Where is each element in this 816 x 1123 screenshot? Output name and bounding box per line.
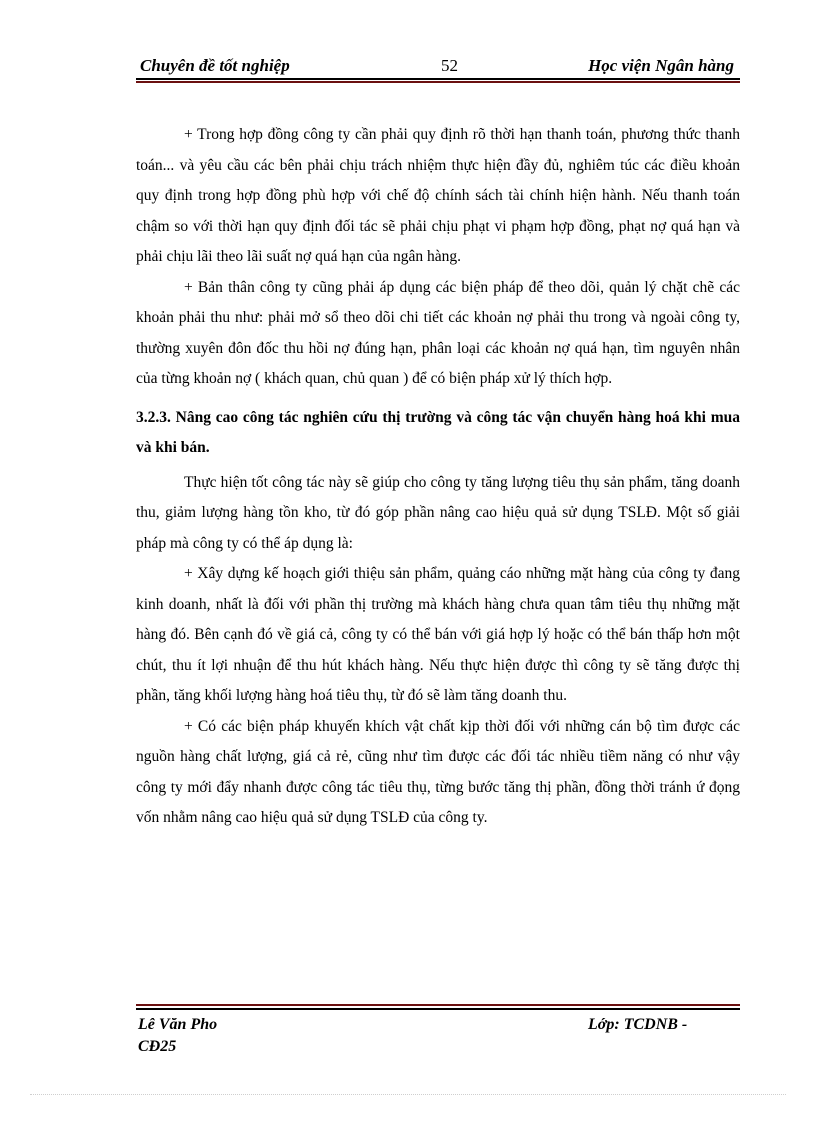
paragraph-advertising-plan: + Xây dựng kế hoạch giới thiệu sản phẩm, quảng cáo những mặt hàng của công ty đang kinh doanh, nhất là đối với phần thị trường mà khách hàng chưa quan tâm tiêu thụ những mặt hàng đó. Bên cạnh đó về giá cả, công ty có thể bán với giá hợp lý hoặc có thể bán thấp hơn một chút, thu ít lợi nhuận để thu hút khách hàng. Nếu thực hiện được thì công ty sẽ tăng được thị phần, tăng khối lượng hàng hoá tiêu thụ, từ đó sẽ làm tăng doanh thu. (136, 565, 740, 704)
header-page-number: 52 (441, 56, 458, 75)
header-rule-secondary (136, 81, 740, 83)
header-institution: Học viện Ngân hàng (588, 56, 734, 75)
footer-author-class-code: CĐ25 (138, 1038, 177, 1055)
header-rule (136, 78, 740, 80)
footer-author (138, 1014, 338, 1058)
page-bottom-dotted-line (30, 1094, 786, 1095)
footer-rule (136, 1004, 740, 1006)
page-body (136, 120, 740, 834)
footer-author-name: Lê Văn Pho (138, 1016, 218, 1033)
footer-class-label: Lớp: TCDNB - (588, 1016, 688, 1033)
header-document-type: Chuyên đề tốt nghiệp (140, 56, 290, 75)
paragraph-incentives: + Có các biện pháp khuyến khích vật chất kịp thời đối với những cán bộ tìm được các nguồn hàng chất lượng, giá cả rẻ, cũng như tìm được các đối tác nhiều tiềm năng có như vậy công ty mới đẩy nhanh được công tác tiêu thụ, từng bước tăng thị phần, đồng thời tránh ứ đọng vốn nhằm nâng cao hiệu quả sử dụng TSLĐ của công ty. (136, 717, 740, 826)
paragraph-receivables-management: + Bản thân công ty cũng phải áp dụng các biện pháp để theo dõi, quản lý chặt chẽ các khoản phải thu như: phải mở sổ theo dõi chi tiết các khoản nợ phải thu trong và ngoài công ty, thường xuyên đôn đốc thu hồi nợ đúng hạn, phân loại các khoản nợ quá hạn, tìm nguyên nhân của từng khoản nợ ( khách quan, chủ quan ) để có biện pháp xử lý thích hợp. (136, 278, 740, 387)
paragraph-contract-terms: + Trong hợp đồng công ty cần phải quy định rõ thời hạn thanh toán, phương thức thanh toán... và yêu cầu các bên phải chịu trách nhiệm thực hiện đầy đủ, nghiêm túc các điều khoản quy định trong hợp đồng phù hợp với chế độ chính sách tài chính hiện hành. Nếu thanh toán chậm so với thời hạn quy định đối tác sẽ phải chịu phạt vi phạm hợp đồng, phạt nợ quá hạn và phải chịu lãi theo lãi suất nợ quá hạn của ngân hàng. (136, 126, 740, 265)
footer-rule-secondary (136, 1008, 740, 1010)
page-header (136, 56, 740, 80)
paragraph-market-research-intro: Thực hiện tốt công tác này sẽ giúp cho công ty tăng lượng tiêu thụ sản phẩm, tăng doanh thu, giảm lượng hàng tồn kho, từ đó góp phần nâng cao hiệu quả sử dụng TSLĐ. Một số giải pháp mà công ty có thể áp dụng là: (136, 473, 740, 552)
section-heading-3-2-3: 3.2.3. Nâng cao công tác nghiên cứu thị trường và công tác vận chuyển hàng hoá khi mua và khi bán. (136, 408, 740, 456)
